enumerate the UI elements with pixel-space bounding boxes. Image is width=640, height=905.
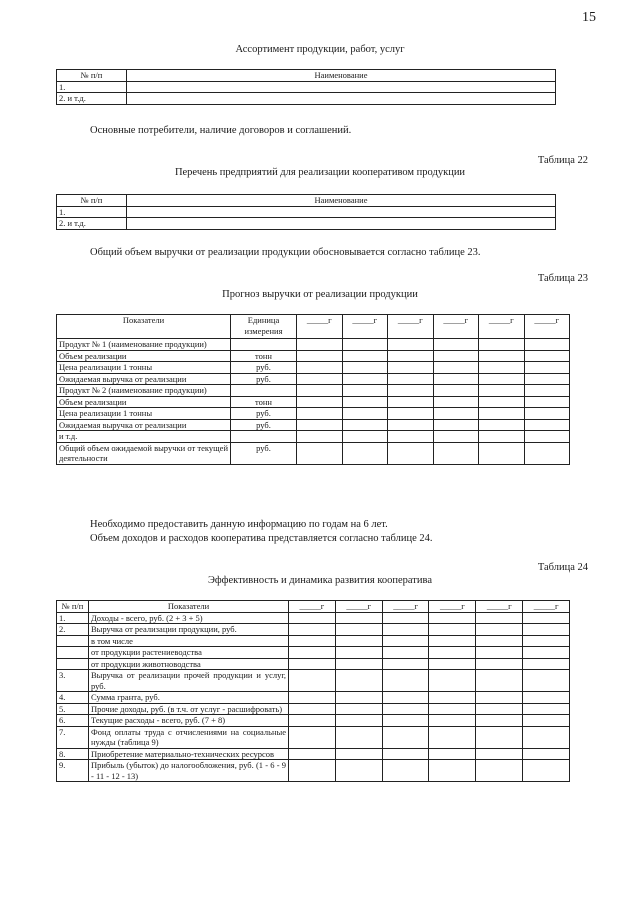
header-unit: Единица измерения xyxy=(231,315,297,339)
value-cell xyxy=(433,362,479,374)
row-num xyxy=(57,647,89,659)
row-num: 3. xyxy=(57,670,89,692)
value-cell xyxy=(476,612,523,624)
value-cell xyxy=(476,658,523,670)
row-num: 1. xyxy=(57,81,127,93)
value-cell xyxy=(342,431,388,443)
value-cell xyxy=(523,612,570,624)
value-cell xyxy=(479,419,525,431)
indicator-cell: в том числе xyxy=(89,635,289,647)
row-name xyxy=(127,81,556,93)
value-cell xyxy=(335,624,382,636)
value-cell xyxy=(524,385,570,397)
value-cell xyxy=(433,373,479,385)
value-cell xyxy=(289,612,336,624)
value-cell xyxy=(342,419,388,431)
value-cell xyxy=(388,396,434,408)
consumers-paragraph: Основные потребители, наличие договоров и соглашений. xyxy=(90,125,352,136)
value-cell xyxy=(429,692,476,704)
value-cell xyxy=(382,635,429,647)
value-cell xyxy=(289,647,336,659)
table-row xyxy=(57,350,570,362)
value-cell xyxy=(524,396,570,408)
value-cell xyxy=(297,385,343,397)
value-cell xyxy=(342,385,388,397)
header-year: _____г xyxy=(476,601,523,613)
row-num xyxy=(57,658,89,670)
table-row xyxy=(57,385,570,397)
table-row xyxy=(57,396,570,408)
value-cell xyxy=(476,635,523,647)
row-num: 1. xyxy=(57,612,89,624)
value-cell xyxy=(433,396,479,408)
unit-cell: руб. xyxy=(231,442,297,464)
value-cell xyxy=(289,624,336,636)
value-cell xyxy=(335,726,382,748)
value-cell xyxy=(479,362,525,374)
row-name xyxy=(127,206,556,218)
row-num: 2. xyxy=(57,624,89,636)
indicator-cell: Приобретение материально-технических ресурсов xyxy=(89,748,289,760)
indicator-cell: Прочие доходы, руб. (в т.ч. от услуг - расшифровать) xyxy=(89,703,289,715)
header-year: _____г xyxy=(342,315,388,339)
value-cell xyxy=(476,647,523,659)
value-cell xyxy=(335,760,382,782)
header-year: _____г xyxy=(289,601,336,613)
header-year: _____г xyxy=(297,315,343,339)
table23-label: Таблица 23 xyxy=(537,273,588,284)
value-cell xyxy=(479,431,525,443)
indicator-cell: Ожидаемая выручка от реализации xyxy=(57,419,231,431)
table-row xyxy=(57,408,570,420)
value-cell xyxy=(433,442,479,464)
value-cell xyxy=(382,726,429,748)
value-cell xyxy=(342,362,388,374)
value-cell xyxy=(297,350,343,362)
value-cell xyxy=(335,692,382,704)
value-cell xyxy=(289,703,336,715)
value-cell xyxy=(289,715,336,727)
header-year: _____г xyxy=(523,601,570,613)
value-cell xyxy=(523,715,570,727)
unit-cell xyxy=(231,339,297,351)
value-cell xyxy=(524,373,570,385)
value-cell xyxy=(429,635,476,647)
value-cell xyxy=(429,647,476,659)
table-row xyxy=(57,670,570,692)
table-row xyxy=(57,339,570,351)
value-cell xyxy=(479,339,525,351)
row-num: 5. xyxy=(57,703,89,715)
value-cell xyxy=(342,408,388,420)
value-cell xyxy=(382,670,429,692)
row-num: 2. и т.д. xyxy=(57,218,127,230)
unit-cell: руб. xyxy=(231,419,297,431)
value-cell xyxy=(479,373,525,385)
table23 xyxy=(56,314,570,465)
value-cell xyxy=(297,396,343,408)
value-cell xyxy=(433,350,479,362)
value-cell xyxy=(479,385,525,397)
income-paragraph: Объем доходов и расходов кооператива представляется согласно таблице 24. xyxy=(90,533,433,544)
value-cell xyxy=(524,408,570,420)
table-row xyxy=(57,715,570,727)
unit-cell: руб. xyxy=(231,362,297,374)
value-cell xyxy=(388,442,434,464)
header-name: Наименование xyxy=(127,70,556,82)
row-name xyxy=(127,93,556,105)
table-row xyxy=(57,760,570,782)
header-year: _____г xyxy=(479,315,525,339)
value-cell xyxy=(289,748,336,760)
value-cell xyxy=(342,373,388,385)
value-cell xyxy=(388,408,434,420)
indicator-cell: Продукт № 2 (наименование продукции) xyxy=(57,385,231,397)
value-cell xyxy=(523,760,570,782)
value-cell xyxy=(297,339,343,351)
table24-label: Таблица 24 xyxy=(537,562,588,573)
value-cell xyxy=(289,692,336,704)
value-cell xyxy=(382,715,429,727)
table-row xyxy=(57,612,570,624)
revenue-paragraph: Общий объем выручки от реализации продукции обосновывается согласно таблице 23. xyxy=(90,247,481,258)
row-num: 4. xyxy=(57,692,89,704)
assortment-title: Ассортимент продукции, работ, услуг xyxy=(235,44,405,55)
value-cell xyxy=(476,726,523,748)
header-indicators: Показатели xyxy=(89,601,289,613)
table24 xyxy=(56,600,570,782)
header-indicators: Показатели xyxy=(57,315,231,339)
indicator-cell: Цена реализации 1 тонны xyxy=(57,408,231,420)
indicator-cell: Объем реализации xyxy=(57,350,231,362)
value-cell xyxy=(523,670,570,692)
value-cell xyxy=(388,385,434,397)
value-cell xyxy=(382,647,429,659)
value-cell xyxy=(335,647,382,659)
value-cell xyxy=(524,419,570,431)
value-cell xyxy=(297,442,343,464)
table-row xyxy=(57,93,556,105)
value-cell xyxy=(429,670,476,692)
indicator-cell: Выручка от реализации продукции, руб. xyxy=(89,624,289,636)
header-year: _____г xyxy=(524,315,570,339)
header-year: _____г xyxy=(335,601,382,613)
value-cell xyxy=(433,408,479,420)
table-row xyxy=(57,692,570,704)
value-cell xyxy=(479,396,525,408)
table-row xyxy=(57,431,570,443)
value-cell xyxy=(297,419,343,431)
indicator-cell: Ожидаемая выручка от реализации xyxy=(57,373,231,385)
value-cell xyxy=(382,658,429,670)
value-cell xyxy=(523,635,570,647)
value-cell xyxy=(523,647,570,659)
table-row xyxy=(57,419,570,431)
value-cell xyxy=(523,658,570,670)
value-cell xyxy=(524,350,570,362)
table-row xyxy=(57,218,556,230)
header-year: _____г xyxy=(433,315,479,339)
value-cell xyxy=(524,339,570,351)
table-row xyxy=(57,658,570,670)
row-num: 6. xyxy=(57,715,89,727)
value-cell xyxy=(289,760,336,782)
value-cell xyxy=(429,748,476,760)
value-cell xyxy=(335,703,382,715)
value-cell xyxy=(433,419,479,431)
indicator-cell: Текущие расходы - всего, руб. (7 + 8) xyxy=(89,715,289,727)
value-cell xyxy=(297,362,343,374)
value-cell xyxy=(297,373,343,385)
header-name: Наименование xyxy=(127,195,556,207)
value-cell xyxy=(523,624,570,636)
header-year: _____г xyxy=(382,601,429,613)
table-row xyxy=(57,442,570,464)
value-cell xyxy=(388,362,434,374)
value-cell xyxy=(388,339,434,351)
value-cell xyxy=(388,350,434,362)
value-cell xyxy=(382,748,429,760)
unit-cell xyxy=(231,431,297,443)
table22-title: Перечень предприятий для реализации кооперативом продукции xyxy=(174,167,466,178)
value-cell xyxy=(382,692,429,704)
table24-title: Эффективность и динамика развития кооператива xyxy=(207,575,432,586)
value-cell xyxy=(476,692,523,704)
value-cell xyxy=(479,442,525,464)
value-cell xyxy=(476,715,523,727)
value-cell xyxy=(388,419,434,431)
table-row xyxy=(57,703,570,715)
header-num: № п/п xyxy=(57,195,127,207)
value-cell xyxy=(476,670,523,692)
value-cell xyxy=(476,760,523,782)
value-cell xyxy=(342,339,388,351)
value-cell xyxy=(429,624,476,636)
value-cell xyxy=(342,350,388,362)
value-cell xyxy=(429,726,476,748)
value-cell xyxy=(523,748,570,760)
table-row xyxy=(57,81,556,93)
value-cell xyxy=(524,431,570,443)
value-cell xyxy=(297,408,343,420)
value-cell xyxy=(429,703,476,715)
years-paragraph: Необходимо предоставить данную информацию по годам на 6 лет. xyxy=(90,519,388,530)
value-cell xyxy=(523,726,570,748)
row-num: 2. и т.д. xyxy=(57,93,127,105)
table-row xyxy=(57,624,570,636)
table-row xyxy=(57,635,570,647)
value-cell xyxy=(342,442,388,464)
indicator-cell: Доходы - всего, руб. (2 + 3 + 5) xyxy=(89,612,289,624)
value-cell xyxy=(429,612,476,624)
value-cell xyxy=(289,670,336,692)
value-cell xyxy=(479,350,525,362)
value-cell xyxy=(335,635,382,647)
value-cell xyxy=(429,715,476,727)
indicator-cell: Сумма гранта, руб. xyxy=(89,692,289,704)
value-cell xyxy=(388,373,434,385)
row-num: 8. xyxy=(57,748,89,760)
row-num: 7. xyxy=(57,726,89,748)
value-cell xyxy=(382,760,429,782)
unit-cell: тонн xyxy=(231,396,297,408)
indicator-cell: и т.д. xyxy=(57,431,231,443)
indicator-cell: Объем реализации xyxy=(57,396,231,408)
unit-cell xyxy=(231,385,297,397)
value-cell xyxy=(388,431,434,443)
page-number: 15 xyxy=(582,10,596,25)
value-cell xyxy=(523,692,570,704)
value-cell xyxy=(476,624,523,636)
indicator-cell: Фонд оплаты труда с отчислениями на социальные нужды (таблица 9) xyxy=(89,726,289,748)
value-cell xyxy=(433,339,479,351)
value-cell xyxy=(382,624,429,636)
table-row xyxy=(57,647,570,659)
value-cell xyxy=(289,726,336,748)
row-name xyxy=(127,218,556,230)
table-row xyxy=(57,726,570,748)
row-num: 9. xyxy=(57,760,89,782)
indicator-cell: Выручка от реализации прочей продукции и услуг, руб. xyxy=(89,670,289,692)
row-num: 1. xyxy=(57,206,127,218)
value-cell xyxy=(429,760,476,782)
value-cell xyxy=(382,612,429,624)
value-cell xyxy=(433,385,479,397)
indicator-cell: Общий объем ожидаемой выручки от текущей деятельности xyxy=(57,442,231,464)
value-cell xyxy=(289,658,336,670)
value-cell xyxy=(433,431,479,443)
value-cell xyxy=(479,408,525,420)
indicator-cell: от продукции животноводства xyxy=(89,658,289,670)
indicator-cell: Прибыль (убыток) до налогообложения, руб. (1 - 6 - 9 - 11 - 12 - 13) xyxy=(89,760,289,782)
value-cell xyxy=(289,635,336,647)
assortment-table xyxy=(56,69,556,105)
value-cell xyxy=(524,442,570,464)
indicator-cell: Продукт № 1 (наименование продукции) xyxy=(57,339,231,351)
value-cell xyxy=(476,748,523,760)
table22 xyxy=(56,194,556,230)
value-cell xyxy=(523,703,570,715)
unit-cell: руб. xyxy=(231,373,297,385)
unit-cell: тонн xyxy=(231,350,297,362)
table-row xyxy=(57,373,570,385)
table-row xyxy=(57,362,570,374)
value-cell xyxy=(476,703,523,715)
header-num: № п/п xyxy=(57,70,127,82)
header-num: № п/п xyxy=(57,601,89,613)
value-cell xyxy=(335,670,382,692)
unit-cell: руб. xyxy=(231,408,297,420)
table22-label: Таблица 22 xyxy=(537,155,588,166)
table-row xyxy=(57,206,556,218)
value-cell xyxy=(335,612,382,624)
row-num xyxy=(57,635,89,647)
value-cell xyxy=(524,362,570,374)
header-year: _____г xyxy=(429,601,476,613)
indicator-cell: Цена реализации 1 тонны xyxy=(57,362,231,374)
value-cell xyxy=(335,658,382,670)
table23-title: Прогноз выручки от реализации продукции xyxy=(222,289,418,300)
value-cell xyxy=(335,748,382,760)
header-year: _____г xyxy=(388,315,434,339)
indicator-cell: от продукции растениеводства xyxy=(89,647,289,659)
value-cell xyxy=(297,431,343,443)
value-cell xyxy=(382,703,429,715)
value-cell xyxy=(342,396,388,408)
table-row xyxy=(57,748,570,760)
value-cell xyxy=(335,715,382,727)
value-cell xyxy=(429,658,476,670)
